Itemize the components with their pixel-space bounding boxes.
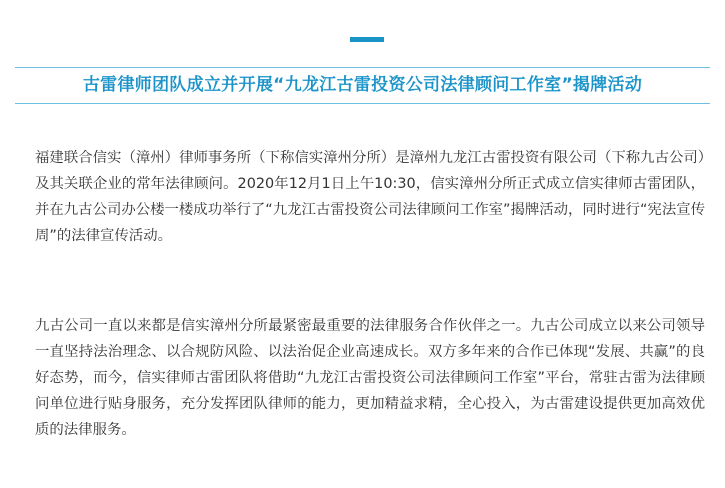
article-paragraph-1: 福建联合信实（漳州）律师事务所（下称信实漳州分所）是漳州九龙江古雷投资有限公司（下称九古公司）及其关联企业的常年法律顾问。2020年12月1日上午10:30，信实漳州分所正式成立信实律师古雷团队，并在九古公司办公楼一楼成功举行了“九龙江古雷投资公司法律顾问工作室”揭牌活动，同时进行“宪法宣传周”的法律宣传活动。 bbox=[35, 150, 705, 244]
title-rule-bottom bbox=[15, 103, 710, 104]
article-paragraph-2: 九古公司一直以来都是信实漳州分所最紧密最重要的法律服务合作伙伴之一。九古公司成立以来公司领导一直坚持法治理念、以合规防风险、以法治促企业高速成长。双方多年来的合作已体现“发展、共赢”的良好态势，而今，信实律师古雷团队将借助“九龙江古雷投资公司法律顾问工作室”平台，常驻古雷为法律顾问单位进行贴身服务，充分发挥团队律师的能力，更加精益求精，全心投入，为古雷建设提供更加高效优质的法律服务。 bbox=[35, 318, 705, 438]
accent-bar bbox=[350, 37, 384, 42]
article-title: 古雷律师团队成立并开展“九龙江古雷投资公司法律顾问工作室”揭牌活动 bbox=[82, 75, 643, 95]
